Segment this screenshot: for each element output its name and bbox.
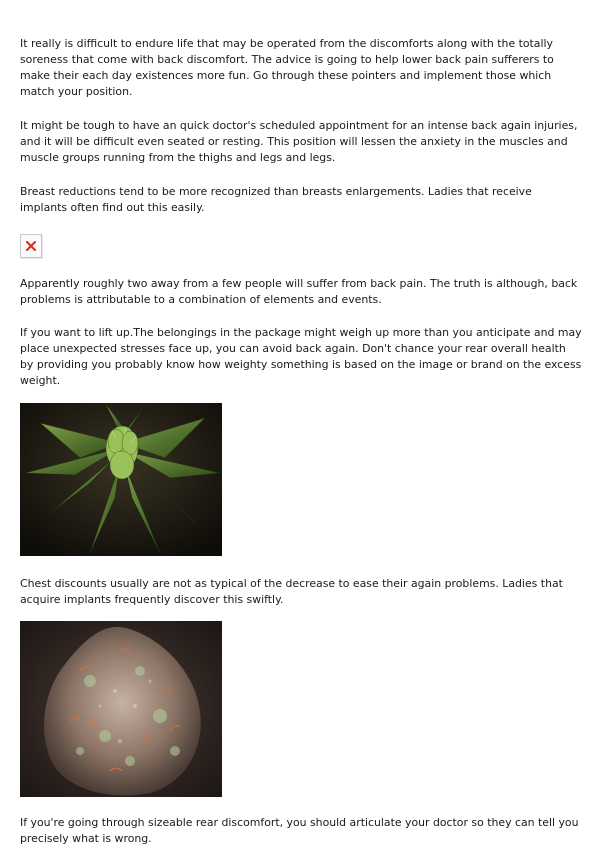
paragraph-1: It really is difficult to endure life that may be operated from the discomforts along with the totally soreness that come with back discomfort. The advice is going to help lower back pain sufferers to make their each day existences more fun. Go through these pointers and implement those which match your position. <box>20 37 554 98</box>
paragraph-7: If you're going through sizeable rear discomfort, you should articulate your doctor so they can tell you precisely what is wrong. <box>20 816 579 845</box>
cannabis-plant-photo <box>20 403 222 556</box>
paragraph-6: Chest discounts usually are not as typical of the decrease to ease their again problems. Ladies that acquire implants frequently discover this swiftly. <box>20 577 563 606</box>
paragraph-5: If you want to lift up.The belongings in the package might weigh up more than you anticipate and may place unexpected stresses face up, you can avoid back again. Don't chance your rear overall health by providing you probably know how weighty something is based on the image or brand on the excess weight. <box>20 326 582 387</box>
cannabis-bud-photo <box>20 621 222 797</box>
paragraph-2: It might be tough to have an quick doctor's scheduled appointment for an intense back again injuries, and it will be difficult even seated or resting. This position will lessen the anxiety in the muscles and muscle groups running from the thighs and legs and legs. <box>20 119 578 164</box>
paragraph-3: Breast reductions tend to be more recognized than breasts enlargements. Ladies that receive implants often find out this easily. <box>20 185 532 214</box>
broken-image-icon <box>20 234 42 258</box>
paragraph-4: Apparently roughly two away from a few people will suffer from back pain. The truth is although, back problems is attributable to a combination of elements and events. <box>20 277 578 306</box>
article-body <box>20 36 582 847</box>
